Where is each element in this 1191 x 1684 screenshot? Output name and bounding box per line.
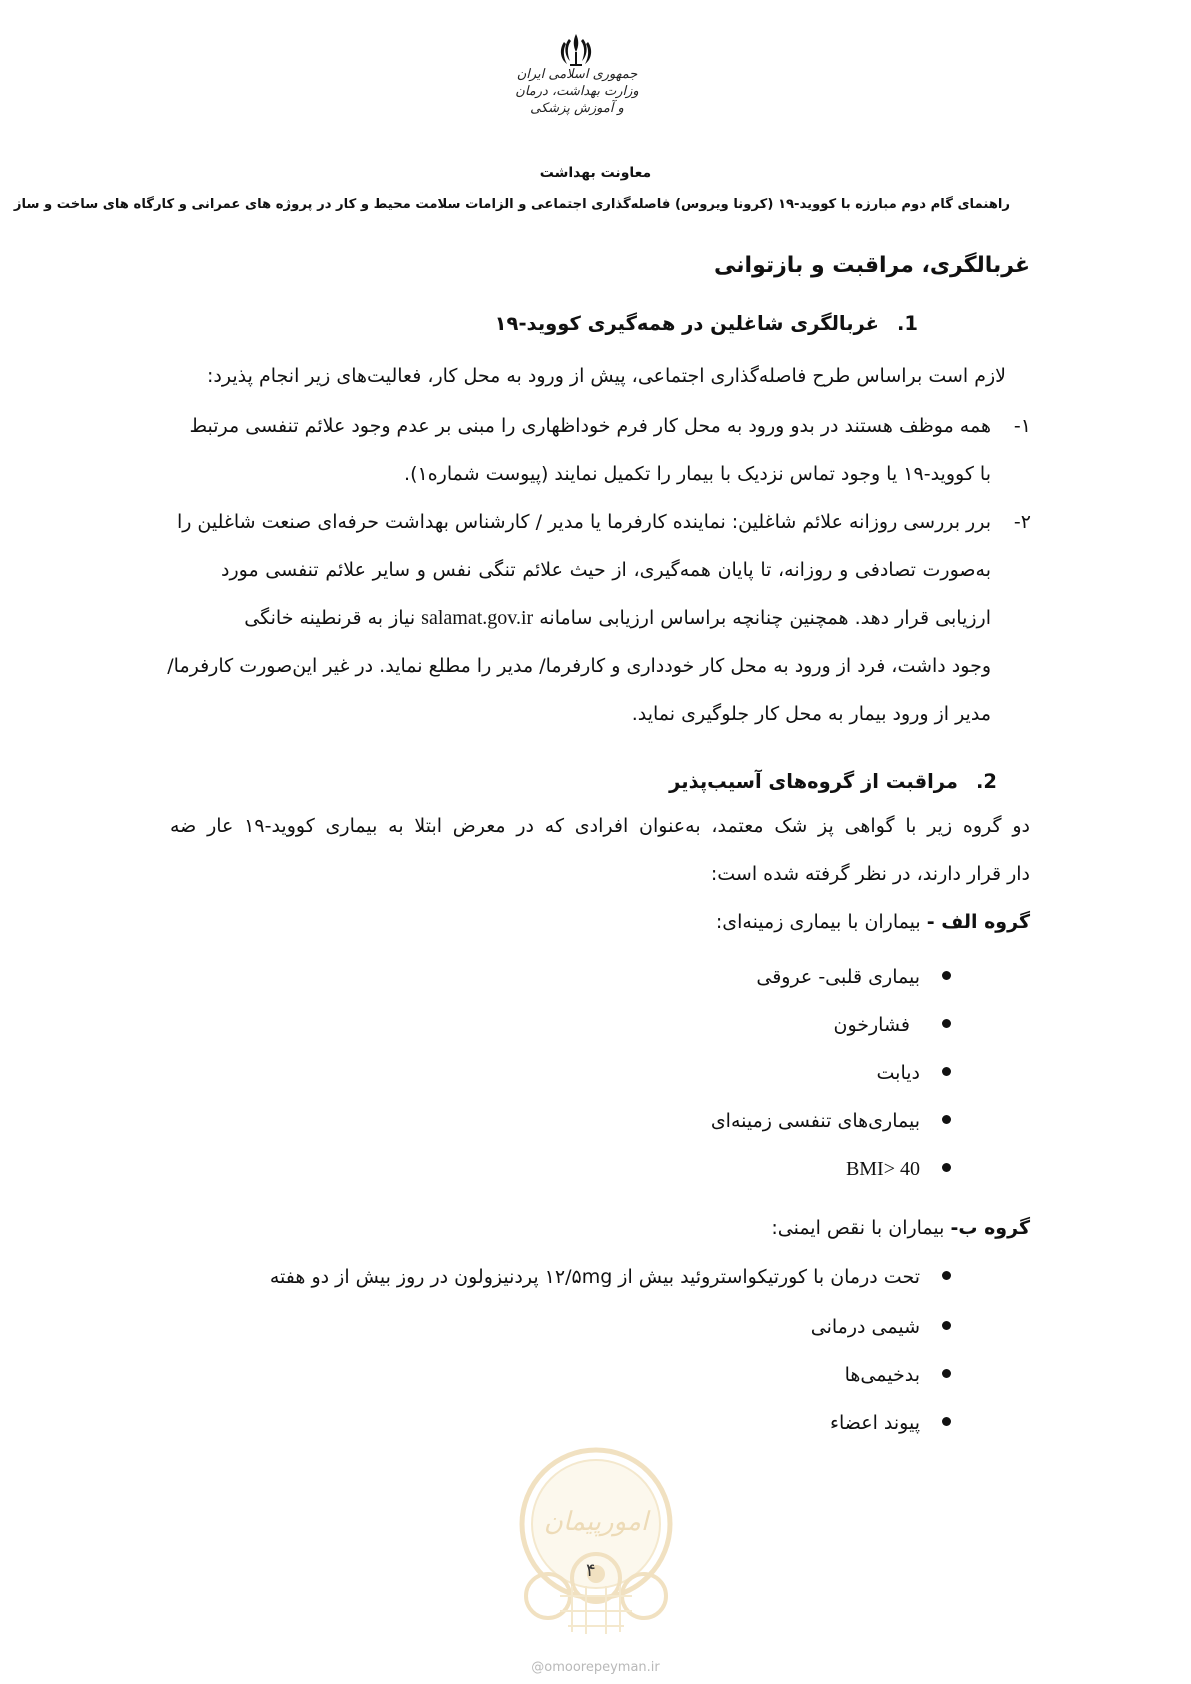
ministry-logo [512, 66, 642, 132]
bullet-icon [942, 1271, 951, 1280]
item-2-line-1: برر بررسی روزانه علائم شاغلین: نماینده کارفرما یا مدیر / کارشناس بهداشت حرفه‌ای صنعت شاغلین را [176, 511, 991, 533]
item-1-line-1: همه موظف هستند در بدو ورود به محل کار فرم خوداظهاری را مبنی بر عدم وجود علائم تنفسی مرتبط [189, 415, 991, 437]
section-2-intro-line-1: دو گروه زیر با گواهی پز شک معتمد، به‌عنوان افرادی که در معرض ابتلا به بیماری کووید-۱۹ عار ضه [170, 815, 1030, 837]
group-a-item [131, 1154, 951, 1184]
bullet-icon [942, 1369, 951, 1378]
group-b-item-text: تحت درمان با کورتیکواستروئید بیش از ۱۲/۵mg پردنیزولون در روز بیش از دو هفته [269, 1266, 920, 1288]
salamat-url: salamat.gov.ir [421, 607, 534, 629]
group-a-heading [716, 908, 1030, 936]
group-a-text: بیماران با بیماری زمینه‌ای: [715, 911, 921, 933]
deputy-title: معاونت بهداشت [539, 165, 652, 181]
omoorepeyman-watermark [508, 1446, 684, 1638]
group-a-item [131, 1106, 951, 1136]
section-2-title-text: مراقبت از گروه‌های آسیب‌پذیر [669, 770, 958, 793]
group-b-item [131, 1262, 951, 1292]
group-b-item [131, 1312, 951, 1342]
group-b-heading [771, 1214, 1030, 1242]
ministry-logo-line-2: وزارت بهداشت، درمان و آموزش پزشکی [515, 84, 639, 116]
ministry-logo-line-1: جمهوری اسلامی ایران [516, 67, 638, 82]
bullet-icon [942, 1417, 951, 1426]
bullet-icon [942, 1163, 951, 1172]
bullet-icon [942, 1019, 951, 1028]
bullet-icon [942, 971, 951, 980]
page-number: ۴ [586, 1560, 596, 1581]
bullet-icon [942, 1321, 951, 1330]
item-1-marker: ۱- [1013, 415, 1031, 437]
group-b-item [131, 1408, 951, 1438]
group-b-item-text: پیوند اعضاء [830, 1412, 920, 1434]
group-a-item-text: بیماری‌های تنفسی زمینه‌ای [710, 1110, 920, 1132]
section-1-intro: لازم است براساس طرح فاصله‌گذاری اجتماعی، پیش از ورود به محل کار، فعالیت‌های زیر انجام پذیرد: [207, 365, 1006, 387]
group-b-item-text: شیمی درمانی [810, 1316, 920, 1338]
group-a-item-text: BMI> 40 [845, 1158, 920, 1180]
site-watermark: @omoorepeyman.ir [531, 1660, 660, 1675]
section-2-number: 2. [976, 770, 997, 793]
group-b-item-text: بدخیمی‌ها [844, 1364, 920, 1386]
group-a-label: گروه الف - [926, 911, 1030, 933]
main-heading: غربالگری، مراقبت و بازتوانی [714, 253, 1030, 278]
bullet-icon [942, 1067, 951, 1076]
section-2-intro-line-2: دار قرار دارند، در نظر گرفته شده است: [710, 863, 1030, 885]
group-b-text: بیماران با نقص ایمنی: [771, 1217, 945, 1239]
group-a-item-text: دیابت [876, 1062, 920, 1084]
section-1-title-text: غربالگری شاغلین در همه‌گیری کووید-۱۹ [494, 312, 879, 335]
group-b-label: گروه ب- [950, 1217, 1030, 1239]
item-2-line-4: وجود داشت، فرد از ورود به محل کار خودداری و کارفرما/ مدیر را مطلع نماید. در غیر این‌صورت کارفرما/ [167, 655, 991, 677]
guide-title: راهنمای گام دوم مبارزه با کووید-۱۹ (کرونا ویروس) فاصله‌گذاری اجتماعی و الزامات سلامت محیط و کار در پروژه های عمرانی و کارگاه های ساخت و ساز [13, 197, 1010, 212]
group-b-item [131, 1360, 951, 1390]
item-2-marker: ۲- [1013, 511, 1031, 533]
group-a-item [131, 962, 951, 992]
group-a-item-text: بیماری قلبی- عروقی [756, 966, 920, 988]
section-2-title [297, 770, 997, 793]
watermark-text: امورپیمان [543, 1507, 649, 1537]
section-1-number: 1. [897, 312, 918, 335]
group-a-item [131, 1010, 951, 1040]
item-1-line-2: با کووید-۱۹ یا وجود تماس نزدیک با بیمار را تکمیل نمایند (پیوست شماره۱). [404, 463, 991, 485]
item-2-line-2: به‌صورت تصادفی و روزانه، تا پایان همه‌گیری، از حیث علائم تنگی نفس و سایر علائم تنفسی مورد [221, 559, 991, 581]
item-2-line-3-a: ارزیابی قرار دهد. همچنین چنانچه براساس ارزیابی سامانه [539, 607, 991, 629]
section-1-title [218, 312, 918, 335]
item-2-line-5: مدیر از ورود بیمار به محل کار جلوگیری نماید. [631, 703, 991, 725]
bullet-icon [942, 1115, 951, 1124]
group-a-item [131, 1058, 951, 1088]
item-2-line-3 [221, 604, 991, 632]
item-2-line-3-b: نیاز به قرنطینه خانگی [244, 607, 416, 629]
iran-emblem-icon [556, 30, 596, 70]
group-a-item-text: فشارخون [833, 1014, 910, 1036]
